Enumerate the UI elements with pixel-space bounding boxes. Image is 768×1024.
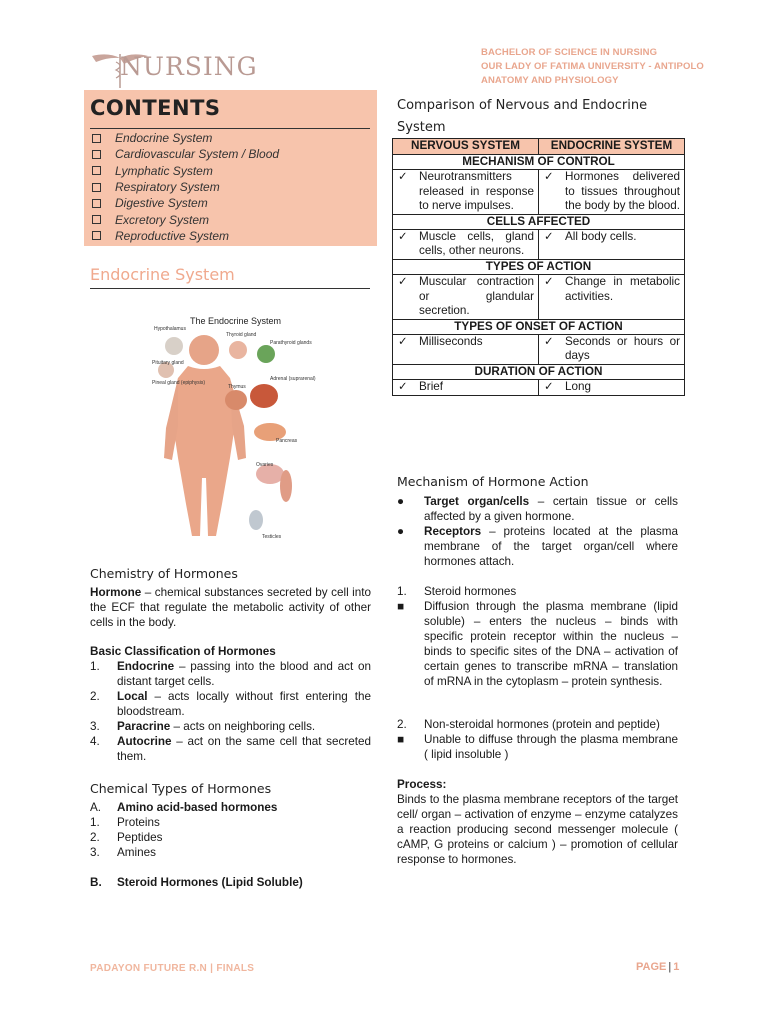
- check-icon: ✓: [544, 274, 554, 288]
- svg-text:Thymus: Thymus: [228, 384, 246, 390]
- list-item[interactable]: Lymphatic System: [92, 163, 279, 179]
- table-row: ✓ Brief ✓ Long: [393, 379, 685, 395]
- svg-text:Parathyroid glands: Parathyroid glands: [270, 340, 312, 346]
- checkbox-icon: [92, 215, 101, 224]
- list-item[interactable]: Digestive System: [92, 195, 279, 211]
- checkbox-icon: [92, 134, 101, 143]
- square-bullet-icon: ■: [397, 600, 405, 613]
- table-row: MECHANISM OF CONTROL: [393, 155, 685, 170]
- column-header-nervous: NERVOUS SYSTEM: [393, 139, 539, 155]
- column-header-endocrine: ENDOCRINE SYSTEM: [539, 139, 685, 155]
- svg-text:Pancreas: Pancreas: [276, 438, 298, 444]
- section-title-endocrine: Endocrine System: [90, 265, 235, 284]
- check-icon: ✓: [544, 379, 554, 393]
- contents-title: CONTENTS: [90, 96, 221, 120]
- list-item[interactable]: Cardiovascular System / Blood: [92, 146, 279, 162]
- svg-text:Thyroid gland: Thyroid gland: [226, 332, 257, 338]
- list-item[interactable]: Excretory System: [92, 211, 279, 227]
- list-item: 2. Local – acts locally without first entering the bloodstream.: [90, 690, 371, 718]
- table-row: CELLS AFFECTED: [393, 214, 685, 229]
- process-title: Process:: [397, 778, 447, 791]
- table-row: DURATION OF ACTION: [393, 364, 685, 379]
- table-row: ✓ Muscular contraction or glandular secretion. ✓ Change in metabolic activities.: [393, 274, 685, 319]
- page-number: PAGE | 1: [636, 961, 680, 973]
- checkbox-icon: [92, 231, 101, 240]
- process-text: Binds to the plasma membrane receptors of the target cell/ organ – activation of enzyme – enzyme catalyzes a reaction producing second messenger molecule ( cAMP, G proteins or calcium ) – promotion of cellular response to hormones.: [397, 793, 678, 866]
- list-item: 1. Proteins: [90, 816, 160, 829]
- footer-left: PADAYON FUTURE R.N | FINALS: [90, 963, 255, 974]
- check-icon: ✓: [544, 229, 554, 243]
- list-item: ■ Unable to diffuse through the plasma membrane ( lipid insoluble ): [397, 733, 678, 761]
- section-divider: [90, 288, 370, 289]
- contents-divider: [90, 128, 370, 129]
- checkbox-icon: [92, 150, 101, 159]
- list-item: ■ Diffusion through the plasma membrane (lipid soluble) – enters the nucleus – binds with specific protein receptor within the nucleus – binds to specific sites of the DNA – activation of certain genes to transcribe mRNA – translation of mRNA in the cytoplasm – protein synthesis.: [397, 600, 678, 688]
- svg-text:Hypothalamus: Hypothalamus: [154, 326, 186, 332]
- subtitle-mechanism: Mechanism of Hormone Action: [397, 474, 589, 489]
- logo-text: NURSING: [120, 52, 258, 81]
- svg-text:Pituitary gland: Pituitary gland: [152, 360, 184, 366]
- table-row: ✓ Neurotransmitters released in response to nerve impulses. ✓ Hormones delivered to tissues throughout the body by the blood.: [393, 170, 685, 215]
- endocrine-figure: [152, 308, 316, 542]
- endocrine-illustration-icon: [152, 308, 316, 542]
- check-icon: ✓: [398, 379, 408, 393]
- check-icon: ✓: [544, 170, 554, 183]
- list-item[interactable]: Endocrine System: [92, 130, 279, 146]
- subtitle-chemistry: Chemistry of Hormones: [90, 566, 238, 581]
- comparison-table: [392, 138, 685, 396]
- bullet-icon: ●: [397, 495, 405, 508]
- table-row: ✓ Muscle cells, gland cells, other neurons. ✓ All body cells.: [393, 229, 685, 259]
- table-header: [393, 139, 685, 155]
- program-name: BACHELOR OF SCIENCE IN NURSING: [481, 47, 658, 58]
- university-name: OUR LADY OF FATIMA UNIVERSITY - ANTIPOLO: [481, 61, 704, 72]
- subtitle-chemical-types: Chemical Types of Hormones: [90, 781, 272, 796]
- classification-title: Basic Classification of Hormones: [90, 645, 276, 658]
- checkbox-icon: [92, 199, 101, 208]
- check-icon: ✓: [544, 334, 554, 348]
- contents-list: [92, 130, 279, 244]
- mechanism-bullets: [397, 494, 678, 569]
- check-icon: ✓: [398, 229, 408, 243]
- subject-name: ANATOMY AND PHYSIOLOGY: [481, 75, 619, 86]
- chemical-types-list: [90, 800, 371, 890]
- square-bullet-icon: ■: [397, 733, 405, 746]
- contents-box: [84, 90, 377, 246]
- check-icon: ✓: [398, 334, 408, 348]
- list-item: 3. Amines: [90, 846, 156, 859]
- list-item: 4. Autocrine – act on the same cell that secreted them.: [90, 735, 371, 763]
- bullet-icon: ●: [397, 525, 405, 538]
- table-row: TYPES OF ONSET OF ACTION: [393, 319, 685, 334]
- steroid-list: [397, 584, 678, 689]
- svg-text:Pineal gland (epiphysis): Pineal gland (epiphysis): [152, 380, 206, 386]
- checkbox-icon: [92, 166, 101, 175]
- table-row: ✓ Milliseconds ✓ Seconds or hours or days: [393, 334, 685, 364]
- classification-list: [90, 659, 371, 764]
- check-icon: ✓: [398, 274, 408, 288]
- list-item: 1. Steroid hormones: [397, 585, 517, 598]
- nonsteroid-list: [397, 717, 678, 762]
- list-item[interactable]: Reproductive System: [92, 228, 279, 244]
- svg-text:Adrenal (suprarenal): Adrenal (suprarenal): [270, 376, 316, 382]
- hormone-definition: Hormone – chemical substances secreted by cell into the ECF that regulate the metabolic activity of other cells in the body.: [90, 586, 371, 629]
- header-info: [481, 46, 704, 88]
- list-item: 3. Paracrine – acts on neighboring cells.: [90, 720, 316, 733]
- list-item: 1. Endocrine – passing into the blood and act on distant target cells.: [90, 660, 371, 688]
- list-item: B. Steroid Hormones (Lipid Soluble): [90, 876, 303, 889]
- check-icon: ✓: [398, 170, 408, 183]
- list-item: A. Amino acid-based hormones: [90, 801, 278, 814]
- list-item[interactable]: Respiratory System: [92, 179, 279, 195]
- figure-title: The Endocrine System: [190, 316, 282, 326]
- table-row: TYPES OF ACTION: [393, 259, 685, 274]
- svg-text:Testicles: Testicles: [262, 534, 282, 540]
- list-item: ● Receptors – proteins located at the plasma membrane of the target organ/cell where hormones attach.: [397, 525, 678, 568]
- list-item: ● Target organ/cells – certain tissue or cells affected by a given hormone.: [397, 495, 678, 523]
- list-item: 2. Peptides: [90, 831, 163, 844]
- checkbox-icon: [92, 183, 101, 192]
- list-item: 2. Non-steroidal hormones (protein and peptide): [397, 718, 660, 731]
- svg-text:Ovaries: Ovaries: [256, 462, 274, 468]
- comparison-title: Comparison of Nervous and Endocrine System: [397, 98, 648, 135]
